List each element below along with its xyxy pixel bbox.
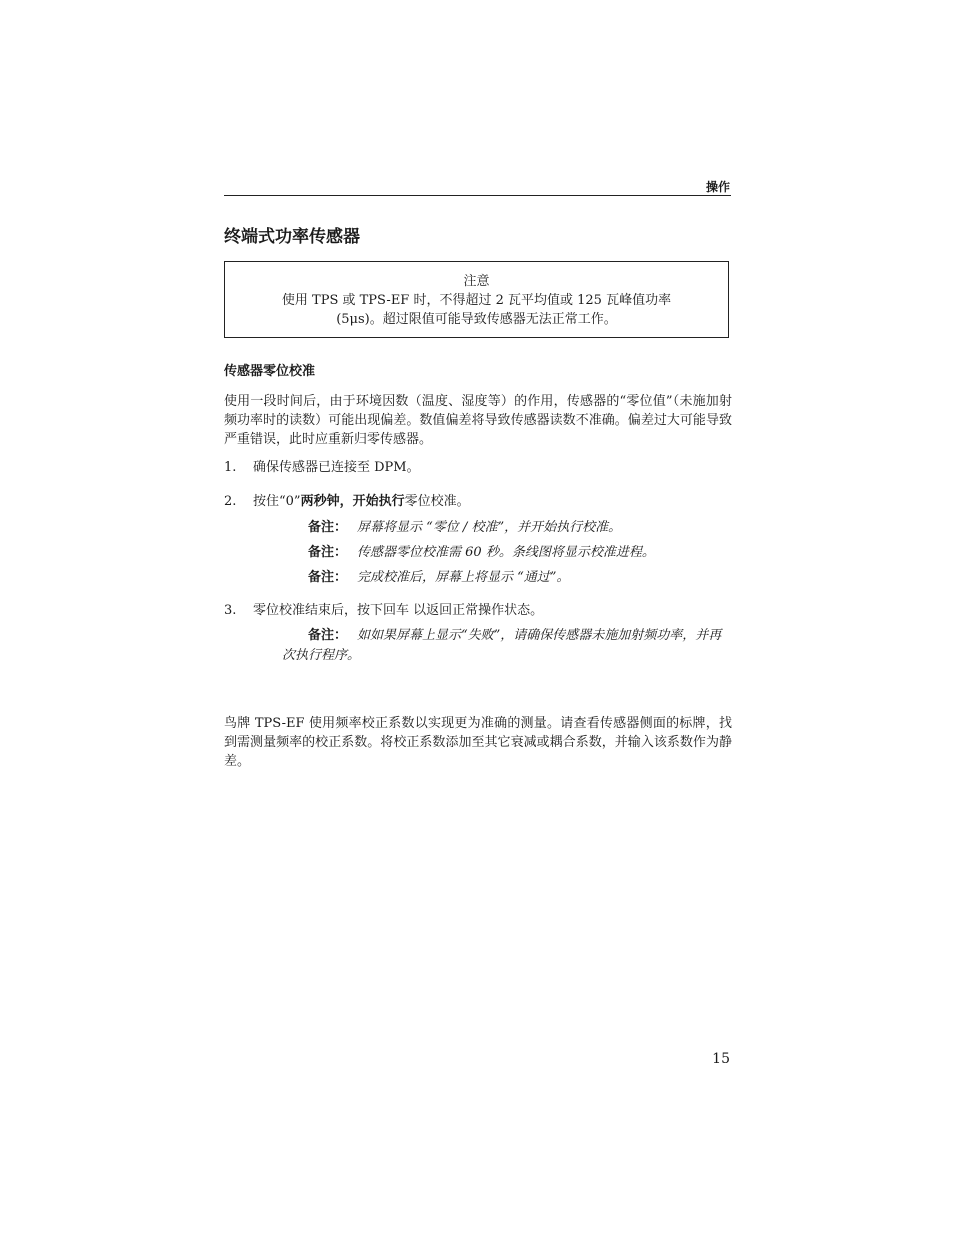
running-header: 操作: [705, 180, 730, 194]
section-title: 终端式功率传感器: [224, 227, 360, 247]
step-1: [224, 458, 732, 477]
page-number: 15: [712, 1051, 730, 1067]
note-2: [308, 543, 732, 562]
step-number: 3.: [224, 603, 237, 618]
note-tag: 备注：: [308, 628, 348, 643]
step-text-bold: 两秒钟，开始执行: [300, 494, 405, 509]
step-text: 按住“0”: [253, 494, 301, 509]
notice-heading: 注意: [463, 274, 490, 289]
note-3: [308, 568, 732, 587]
note-4: [282, 626, 732, 666]
header-rule: [224, 195, 731, 196]
note-text: 完成校准后，屏幕上将显示 “通过”。: [357, 570, 570, 585]
step-text: 零位校准结束后，按下回车 以返回正常操作状态。: [253, 603, 544, 618]
notice-line-1: 使用 TPS 或 TPS-EF 时，不得超过 2 瓦平均值或 125 瓦峰值功率: [281, 293, 672, 308]
step-2: [224, 492, 732, 511]
step-number: 1.: [224, 460, 237, 475]
note-tag: 备注：: [308, 570, 348, 585]
note-text: 如如果屏幕上显示“失败”，请确保传感器未施加射频功率，并再次执行程序。: [282, 628, 722, 663]
intro-paragraph: 使用一段时间后，由于环境因数（温度、湿度等）的作用，传感器的“零位值”（未施加射频功率时的读数）可能出现偏差。数值偏差将导致传感器读数不准确。偏差过大可能导致严重错误，此时应重新归零传感器。: [224, 394, 732, 447]
step-text: 确保传感器已连接至 DPM。: [253, 460, 420, 475]
subsection-title: 传感器零位校准: [224, 364, 316, 379]
note-tag: 备注：: [308, 545, 348, 560]
step-text: 零位校准。: [404, 494, 470, 509]
note-text: 传感器零位校准需 60 秒。条线图将显示校准进程。: [357, 545, 655, 560]
notice-line-2: (5μs)。超过限值可能导致传感器无法正常工作。: [336, 312, 617, 327]
closing-paragraph: 鸟牌 TPS-EF 使用频率校正系数以实现更为准确的测量。请查看传感器侧面的标牌，找到需测量频率的校正系数。将校正系数添加至其它衰减或耦合系数，并输入该系数作为静差。: [224, 716, 732, 769]
note-1: [308, 518, 732, 537]
step-3: [224, 601, 732, 620]
note-text: 屏幕将显示 “零位 / 校准”，并开始执行校准。: [357, 520, 622, 535]
note-tag: 备注：: [308, 520, 348, 535]
notice-box: [224, 261, 729, 338]
step-number: 2.: [224, 494, 237, 509]
